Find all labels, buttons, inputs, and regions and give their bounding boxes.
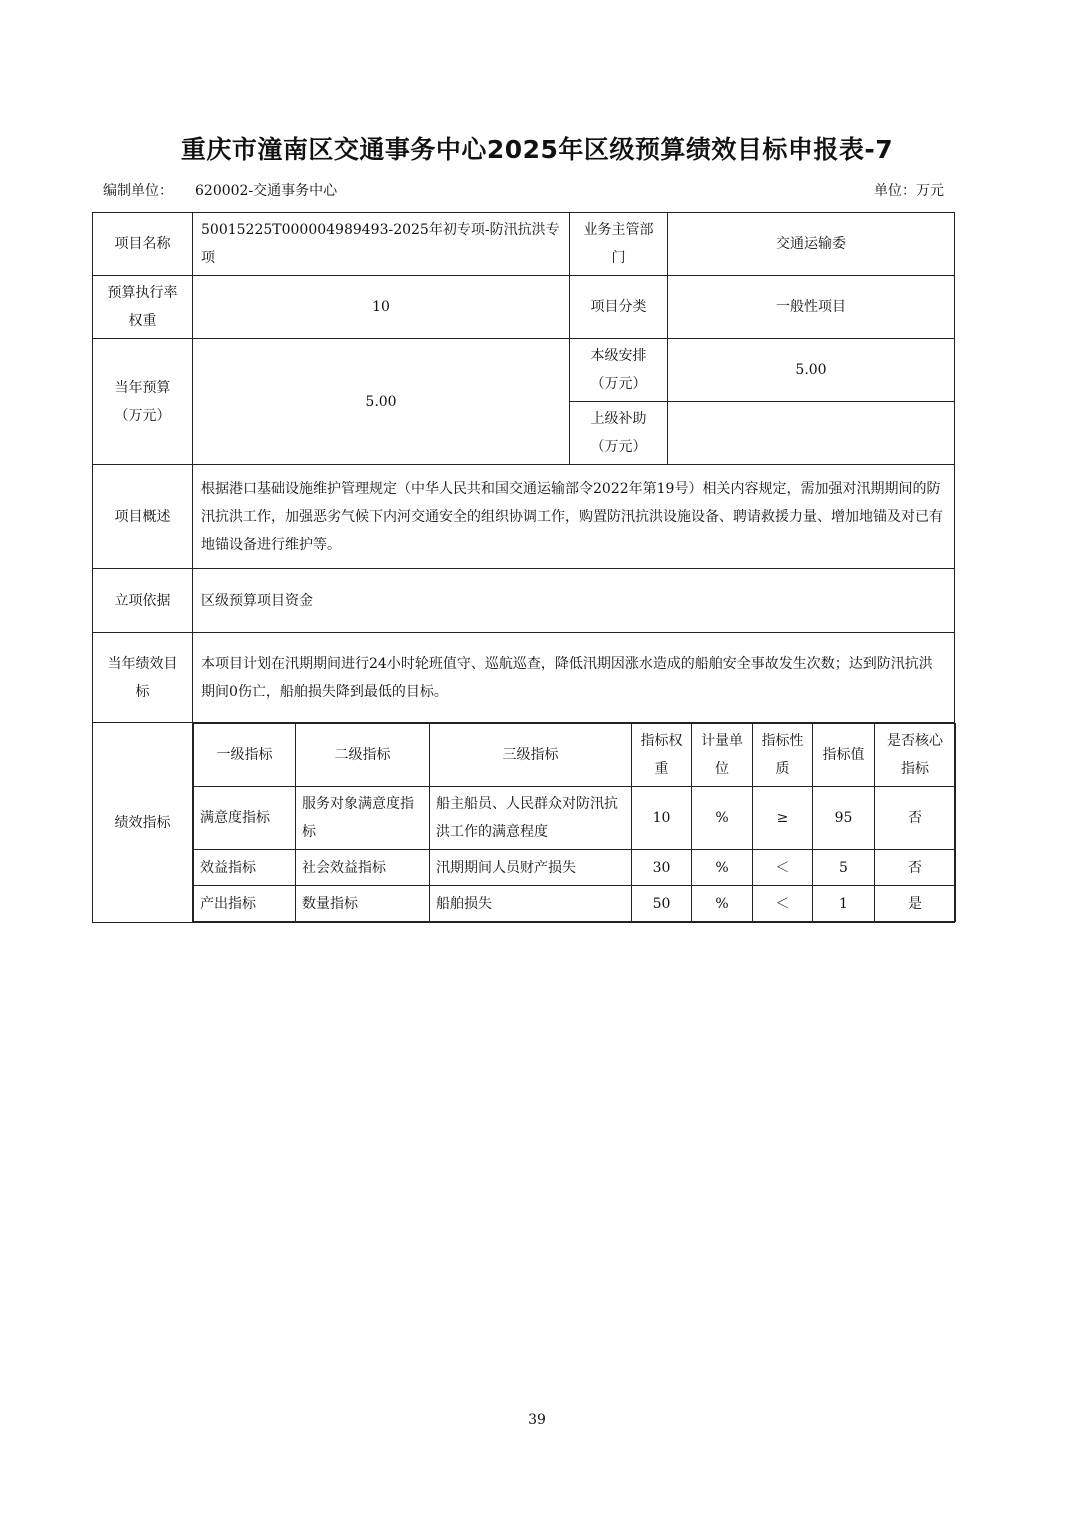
header-core: 是否核心指标 bbox=[875, 724, 956, 787]
row-value: 5 bbox=[813, 850, 875, 886]
row-l3: 汛期期间人员财产损失 bbox=[430, 850, 632, 886]
row-l1: 产出指标 bbox=[194, 886, 296, 922]
row-l2: 社会效益指标 bbox=[296, 850, 430, 886]
table-row bbox=[194, 886, 956, 922]
weight-label: 预算执行率权重 bbox=[93, 276, 193, 339]
indicators-table bbox=[193, 723, 956, 922]
table-row bbox=[194, 850, 956, 886]
perf-indicators-cell bbox=[193, 723, 955, 923]
dept-value: 交通运输委 bbox=[668, 213, 955, 276]
goal-value: 本项目计划在汛期期间进行24小时轮班值守、巡航巡查，降低汛期因涨水造成的船舶安全事故发生次数；达到防汛抗洪期间0伤亡，船舶损失降到最低的目标。 bbox=[193, 633, 955, 723]
header-value: 指标值 bbox=[813, 724, 875, 787]
basis-label: 立项依据 bbox=[93, 569, 193, 633]
basis-value: 区级预算项目资金 bbox=[193, 569, 955, 633]
budget-value: 5.00 bbox=[193, 339, 570, 465]
header-l2: 二级指标 bbox=[296, 724, 430, 787]
upper-label: 上级补助（万元） bbox=[570, 402, 668, 465]
category-label: 项目分类 bbox=[570, 276, 668, 339]
compiling-unit-value: 620002-交通事务中心 bbox=[195, 183, 338, 199]
upper-value bbox=[668, 402, 955, 465]
indicators-header-row bbox=[194, 724, 956, 787]
overview-value: 根据港口基础设施维护管理规定（中华人民共和国交通运输部令2022年第19号）相关内容规定，需加强对汛期期间的防汛抗洪工作，加强恶劣气候下内河交通安全的组织协调工作，购置防汛抗洪设施设备、聘请救援力量、增加地锚及对已有地锚设备进行维护等。 bbox=[193, 465, 955, 569]
header-weight: 指标权重 bbox=[632, 724, 692, 787]
budget-label: 当年预算（万元） bbox=[93, 339, 193, 465]
table-row bbox=[194, 787, 956, 850]
row-core: 否 bbox=[875, 787, 956, 850]
row-weight: 10 bbox=[632, 787, 692, 850]
header-l1: 一级指标 bbox=[194, 724, 296, 787]
local-value: 5.00 bbox=[668, 339, 955, 402]
row-nature: ＜ bbox=[753, 886, 813, 922]
row-weight: 30 bbox=[632, 850, 692, 886]
row-l2: 服务对象满意度指标 bbox=[296, 787, 430, 850]
budget-performance-table bbox=[92, 212, 955, 923]
row-weight: 50 bbox=[632, 886, 692, 922]
row-l1: 满意度指标 bbox=[194, 787, 296, 850]
row-l2: 数量指标 bbox=[296, 886, 430, 922]
compiling-unit bbox=[103, 180, 337, 200]
row-l3: 船舶损失 bbox=[430, 886, 632, 922]
row-nature: ＜ bbox=[753, 850, 813, 886]
project-name-label: 项目名称 bbox=[93, 213, 193, 276]
row-unit: % bbox=[692, 787, 753, 850]
header-l3: 三级指标 bbox=[430, 724, 632, 787]
row-l3: 船主船员、人民群众对防汛抗洪工作的满意程度 bbox=[430, 787, 632, 850]
project-name-value: 50015225T000004989493-2025年初专项-防汛抗洪专项 bbox=[193, 213, 570, 276]
row-l1: 效益指标 bbox=[194, 850, 296, 886]
row-nature: ≥ bbox=[753, 787, 813, 850]
page-title: 重庆市潼南区交通事务中心2025年区级预算绩效目标申报表-7 bbox=[180, 135, 894, 164]
row-core: 是 bbox=[875, 886, 956, 922]
compiling-unit-label: 编制单位： bbox=[103, 183, 173, 199]
row-core: 否 bbox=[875, 850, 956, 886]
row-value: 95 bbox=[813, 787, 875, 850]
row-value: 1 bbox=[813, 886, 875, 922]
local-label: 本级安排（万元） bbox=[570, 339, 668, 402]
perf-label: 绩效指标 bbox=[93, 723, 193, 923]
header-unit: 计量单位 bbox=[692, 724, 753, 787]
weight-value: 10 bbox=[193, 276, 570, 339]
page-number: 39 bbox=[528, 1412, 546, 1428]
header-nature: 指标性质 bbox=[753, 724, 813, 787]
dept-label: 业务主管部门 bbox=[570, 213, 668, 276]
overview-label: 项目概述 bbox=[93, 465, 193, 569]
goal-label: 当年绩效目标 bbox=[93, 633, 193, 723]
money-unit: 单位：万元 bbox=[874, 183, 944, 199]
row-unit: % bbox=[692, 886, 753, 922]
category-value: 一般性项目 bbox=[668, 276, 955, 339]
row-unit: % bbox=[692, 850, 753, 886]
